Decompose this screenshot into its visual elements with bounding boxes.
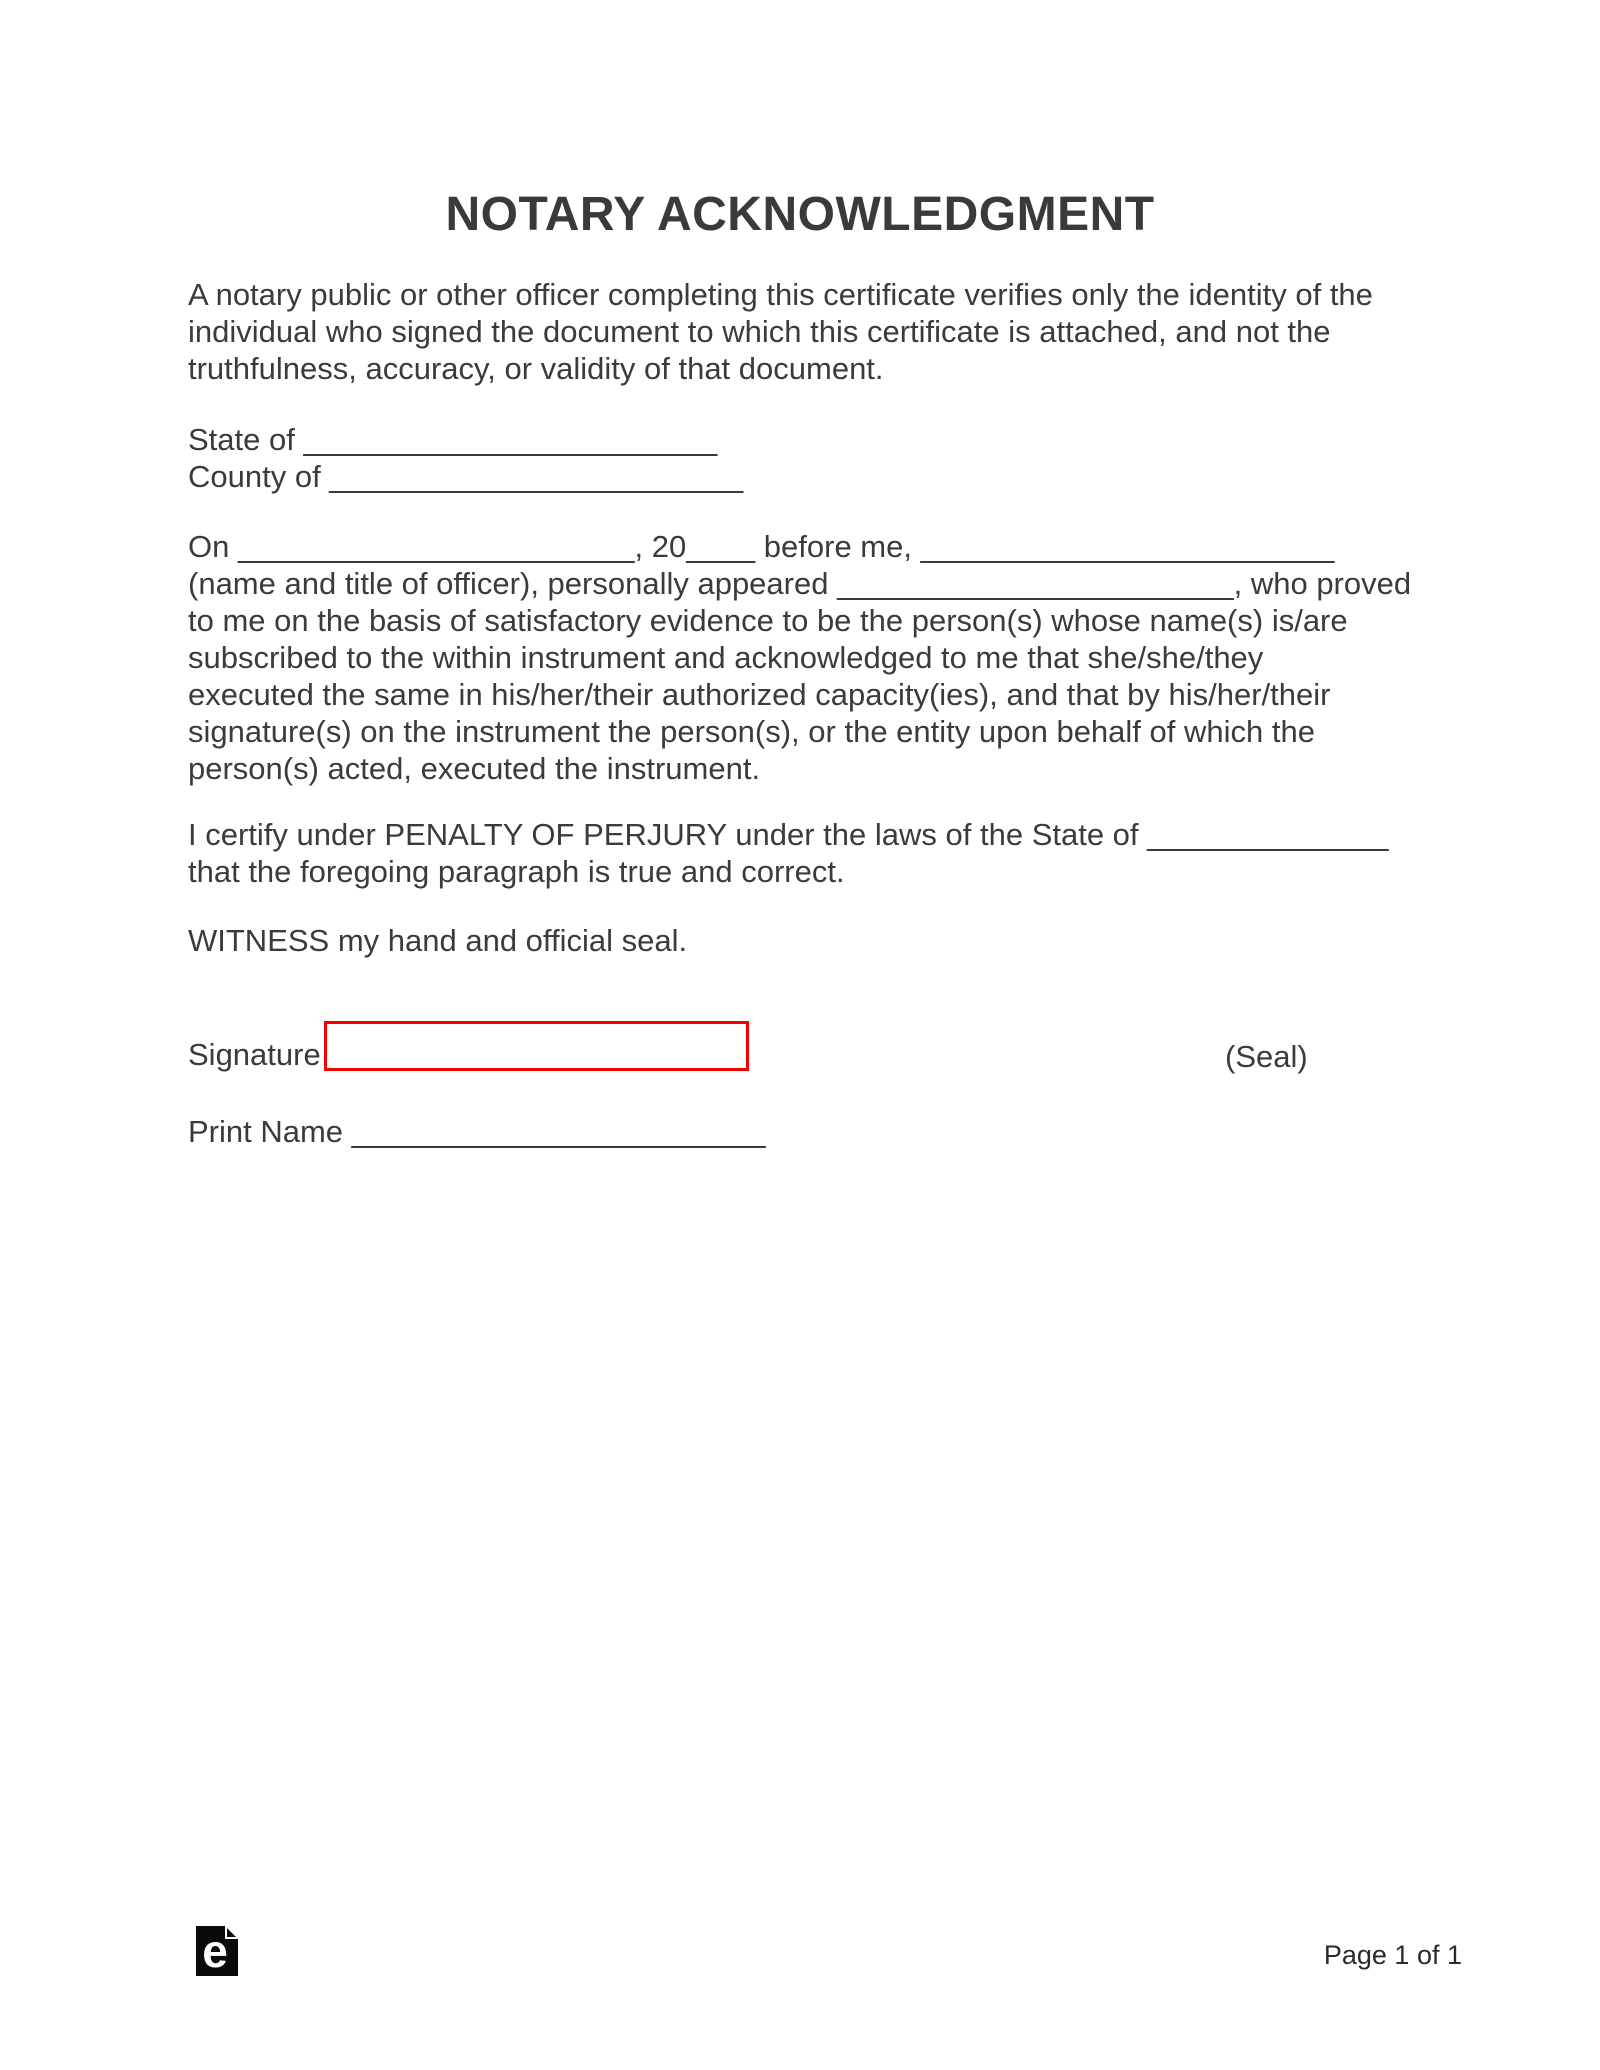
perjury-line: that the foregoing paragraph is true and correct. bbox=[188, 854, 845, 889]
signature-field bbox=[328, 1036, 742, 1073]
signature-row bbox=[188, 1036, 1412, 1073]
county-of-line: County of ________________________ bbox=[188, 459, 744, 494]
perjury-paragraph bbox=[188, 816, 1412, 890]
intro-paragraph bbox=[188, 276, 1412, 387]
signature-label: Signature bbox=[188, 1037, 321, 1072]
signature-field-highlight[interactable] bbox=[324, 1021, 749, 1071]
page-number: Page 1 of 1 bbox=[1323, 1940, 1462, 1970]
jurisdiction-block bbox=[188, 421, 1412, 495]
acknowledgment-paragraph bbox=[188, 528, 1412, 787]
signature-blank-line: ________________________ bbox=[327, 1037, 742, 1072]
page-title: NOTARY ACKNOWLEDGMENT bbox=[445, 188, 1155, 241]
intro-line: A notary public or other officer completing this certificate verifies only the identity of the bbox=[188, 277, 1373, 312]
acknowledgment-line: On _______________________, 20____ before me, ________________________ bbox=[188, 529, 1335, 564]
perjury-line: I certify under PENALTY OF PERJURY under the laws of the State of ______________ bbox=[188, 817, 1389, 852]
acknowledgment-line: (name and title of officer), personally appeared _______________________, who proved bbox=[188, 566, 1412, 601]
seal-label: (Seal) bbox=[1225, 1039, 1308, 1074]
state-of-line: State of ________________________ bbox=[188, 422, 718, 457]
intro-line: truthfulness, accuracy, or validity of that document. bbox=[188, 351, 884, 386]
intro-line: individual who signed the document to which this certificate is attached, and not the bbox=[188, 314, 1331, 349]
acknowledgment-line: to me on the basis of satisfactory evidence to be the person(s) whose name(s) is/are bbox=[188, 603, 1348, 638]
acknowledgment-line: executed the same in his/her/their authorized capacity(ies), and that by his/her/their bbox=[188, 677, 1331, 712]
acknowledgment-line: subscribed to the within instrument and acknowledged to me that she/she/they bbox=[188, 640, 1264, 675]
acknowledgment-line: person(s) acted, executed the instrument. bbox=[188, 751, 761, 786]
print-name-row: Print Name ________________________ bbox=[188, 1114, 766, 1149]
witness-line: WITNESS my hand and official seal. bbox=[188, 923, 688, 958]
logo-letter: e bbox=[202, 1926, 228, 1976]
acknowledgment-line: signature(s) on the instrument the person(s), or the entity upon behalf of which the bbox=[188, 714, 1315, 749]
